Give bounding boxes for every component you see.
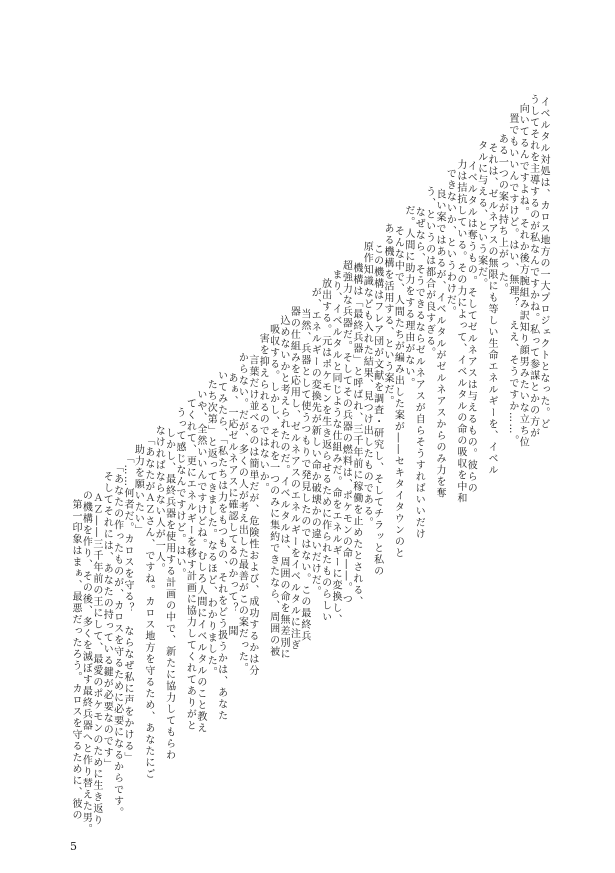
text-line: いてみたら、「私たちは力をもつもの、それをどう扱うかは、あなた [215, 370, 227, 722]
text-line: 害を抑えられるのではないか。 [257, 333, 269, 495]
body-text [67, 85, 548, 865]
text-line: 吸収する。しかし、それを一つのみに集約できたなら、周囲の被 [267, 324, 279, 658]
text-line: ある機構を活用する、という案だ。 [382, 223, 393, 407]
text-line: 当然、兵器として使うつもりで発見したのではない。この最終兵 [298, 296, 310, 642]
text-line: それは、ゼルネアスの無限にも等しい生命エネルギーを、イベル [486, 131, 497, 476]
text-line: の機構を作り、その後、多くを滅ぼす最終兵器へと作り替えた男。 [80, 489, 92, 835]
text-line: そしてそれには、あなたの持っている鍵が必要なのです」 [101, 471, 113, 771]
text-line: ＡＺ――三千年前の王にして、最愛のポケモンのために生き返り [90, 480, 102, 826]
text-line: ある一つの案が持ち上がった。 [496, 121, 508, 295]
text-line: からない。だが、多くの人が考え出した最善がこの案だった。 [236, 351, 248, 674]
text-line: 力は拮抗している。その力によって、イベルタルの命の吸収を中和 [454, 158, 466, 504]
text-line: イベルタル対処は、カロス地方の一大プロジェクトとなった。ど [538, 85, 549, 430]
text-line: 第一印象はまぁ、最悪だったろう。カロスを守るために、彼の [70, 499, 81, 821]
text-line: 込めないかと考えられたのだ。イベルタルは、周囲の命を無差別に [278, 315, 289, 660]
text-line: まり、イベルタルと同じような仕組みだ。命をエネルギーに変換し、 [330, 269, 341, 626]
text-line: うって感じなんですけど。はい。 [174, 407, 185, 580]
text-line: てくれて、更にエネルギーを移す計画に協力してくれてありがと [184, 397, 196, 732]
text-line: う、というのは都合が良すぎる。 [423, 186, 435, 359]
text-line: 置でもいいんですけど。はい、無理？ ええ、そうですか……。 [506, 112, 518, 447]
text-line: タルに与える、という案だ。 [475, 140, 487, 290]
text-line: 器の仕組みを応用し、ゼルネアスのエネルギーをイベルタルに注ぎ [288, 305, 300, 651]
text-line: この機構はフレア団が文献を調査・研究し、そしてチラッと私の [371, 232, 383, 578]
text-line: 原作知識なども入れた結果、見つけ出したものである。 [361, 241, 373, 529]
text-line: 機構は「最終兵器」と呼ばれ、三千年前に稼働を止めたとされる、 [350, 250, 362, 608]
text-line: イベルタルは奪うもの。そしてゼルネアスは与えるもの。彼らの [465, 149, 477, 495]
page-number: 5 [70, 840, 77, 853]
text-line: 「……何者だ。カロスを守る？ ならなぜ私に声をかける」 [122, 453, 133, 764]
text-line: 超強力な兵器だ。そしてその兵器の燃料は、ポケモンの命――。つ [340, 259, 352, 605]
text-line: 放出する。元はポケモンを生き返らせるために作られたものらしい [319, 278, 331, 624]
text-line: うしてそれを主導するのが私なんですかね。私って参謀とかの方が [527, 94, 539, 440]
text-line: 「あなたがＡＺさん、ですね。カロス地方を守るため、あなたにご [142, 434, 154, 780]
text-line: できないか、というわけだ。 [444, 167, 456, 318]
text-line: 「あなたの作ったものが、カロスを守るために必要になるからです。 [111, 462, 123, 819]
text-line: なければならない人が一人。 [153, 425, 165, 575]
text-line: だ。人間に助力をする理由がない。 [402, 204, 414, 389]
text-line: 良い案ではあるが、イベルタルがゼルネアスからのみ力を奪 [434, 177, 445, 499]
text-line: いや、全然いいんですけどね。むしろ人間にイベルタルのこと教え [194, 388, 206, 734]
text-line: しかし、最終兵器を使用する計画の中で、新たに協力してもらわ [163, 416, 175, 762]
text-line: が、エネルギーの変換先が新しい命か破壊かの違いだけだ。 [309, 287, 321, 598]
text-line: 助力を願いたい」 [132, 443, 144, 536]
text-line: なぜなら、そうできるならゼルネアスが自らそうすればいいだけ [413, 195, 425, 541]
text-line: たち次第」と返ってきました。なるほど、わかりました。 [205, 379, 217, 679]
text-line: そんな中で、人間たちが編み出した案が――セキタイタウンのと [392, 213, 404, 559]
text-line: あぁ、一応ゼルネアスに確認してるのかって？ 聞 [226, 361, 237, 637]
text-line: 向いてるんですよね。それか後方腕組み訳知り顔男みたいな立ち位 [517, 103, 529, 449]
text-line: 言葉だけ並べるのは簡単だが、危険性および、成功するかは分 [246, 342, 258, 677]
